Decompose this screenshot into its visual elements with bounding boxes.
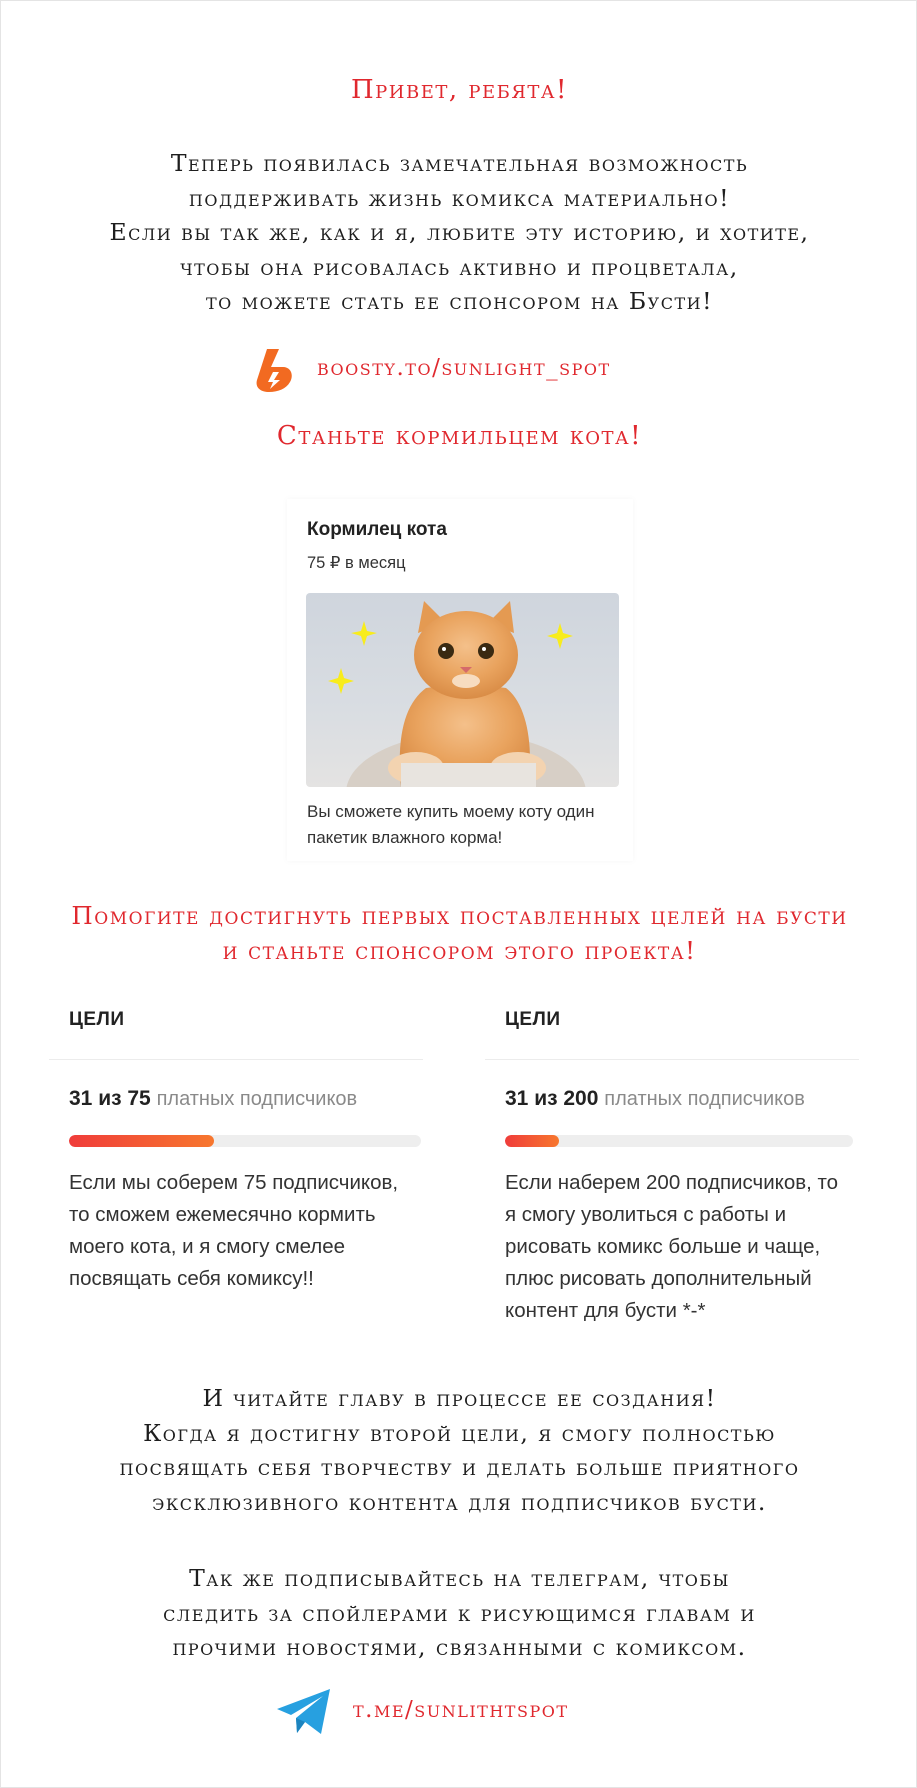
goal-divider — [485, 1059, 859, 1060]
telegram-text — [1, 1561, 917, 1665]
goal-card-first[interactable] — [49, 991, 423, 1321]
goal-count — [69, 1087, 357, 1111]
goal-count-value: 31 из 75 — [69, 1087, 151, 1110]
intro-line: то можете стать ее спонсором на Бусти! — [205, 287, 714, 315]
telegram-plane-icon — [275, 1687, 333, 1737]
tier-card[interactable] — [287, 499, 633, 861]
outro-line: посвящать себя творчеству и делать больше приятного — [119, 1453, 800, 1481]
goals-title-line: Помогите достигнуть первых поставленных целей на бусти — [71, 901, 848, 930]
goal-description: Если мы соберем 75 подписчиков, то сможем ежемесячно кормить моего кота, и я смогу смелее посвящать себя комиксу!! — [69, 1171, 399, 1290]
goal-count-value: 31 из 200 — [505, 1087, 599, 1110]
boosty-link[interactable]: boosty.to/sunlight_spot — [317, 355, 611, 381]
telegram-link[interactable]: t.me/sunlithtspot — [353, 1697, 569, 1723]
goal-progress-fill — [69, 1135, 214, 1147]
outro-line: эксклюзивного контента для подписчиков бусти. — [152, 1487, 767, 1516]
intro-line: Если вы так же, как и я, любите эту историю, и хотите, — [109, 218, 810, 246]
goal-card-second[interactable] — [485, 991, 859, 1321]
intro-line: поддерживать жизнь комикса материально! — [188, 183, 731, 212]
goal-heading: ЦЕЛИ — [505, 1009, 561, 1030]
goal-count-label: платных подписчиков — [156, 1088, 358, 1110]
telegram-line: Так же подписывайтесь на телеграм, чтобы — [189, 1564, 730, 1592]
boosty-logo-icon — [253, 347, 295, 393]
telegram-line: следить за спойлерами к рисующимся главам и — [163, 1598, 756, 1627]
outro-line: Когда я достигну второй цели, я смогу полностью — [143, 1418, 776, 1447]
goal-progress-fill — [505, 1135, 559, 1147]
goal-count-label: платных подписчиков — [604, 1088, 805, 1110]
goal-progress-track — [69, 1135, 421, 1147]
tier-description: Вы сможете купить моему коту один пакетик влажного корма! — [307, 802, 595, 847]
tier-price: 75 ₽ в месяц — [307, 554, 406, 572]
goal-divider — [49, 1059, 423, 1060]
goals-title-line: и станьте спонсором этого проекта! — [222, 935, 697, 965]
goal-heading: ЦЕЛИ — [69, 1009, 125, 1030]
telegram-link-row[interactable] — [275, 1683, 695, 1739]
goal-description: Если наберем 200 подписчиков, то я смогу уволиться с работы и рисовать комикс больше и чаще, плюс рисовать дополнительный контент для бусти *-* — [505, 1171, 839, 1322]
tier-name: Кормилец кота — [307, 519, 447, 540]
goal-progress-track — [505, 1135, 853, 1147]
outro-line: И читайте главу в процессе ее создания! — [202, 1384, 717, 1412]
feeder-title: Станьте кормильцем кота! — [276, 421, 643, 451]
goals-title — [1, 899, 917, 968]
intro-line: чтобы она рисовалась активно и процветала, — [180, 252, 739, 281]
intro-text — [1, 146, 917, 319]
outro-text — [1, 1381, 917, 1519]
intro-line: Теперь появилась замечательная возможность — [170, 149, 749, 177]
goal-count — [505, 1087, 805, 1111]
telegram-line: прочими новостями, связанными с комиксом. — [172, 1633, 747, 1661]
boosty-link-row[interactable] — [253, 347, 713, 393]
greeting-heading: Привет, ребята! — [351, 75, 568, 105]
cat-photo — [306, 593, 619, 787]
